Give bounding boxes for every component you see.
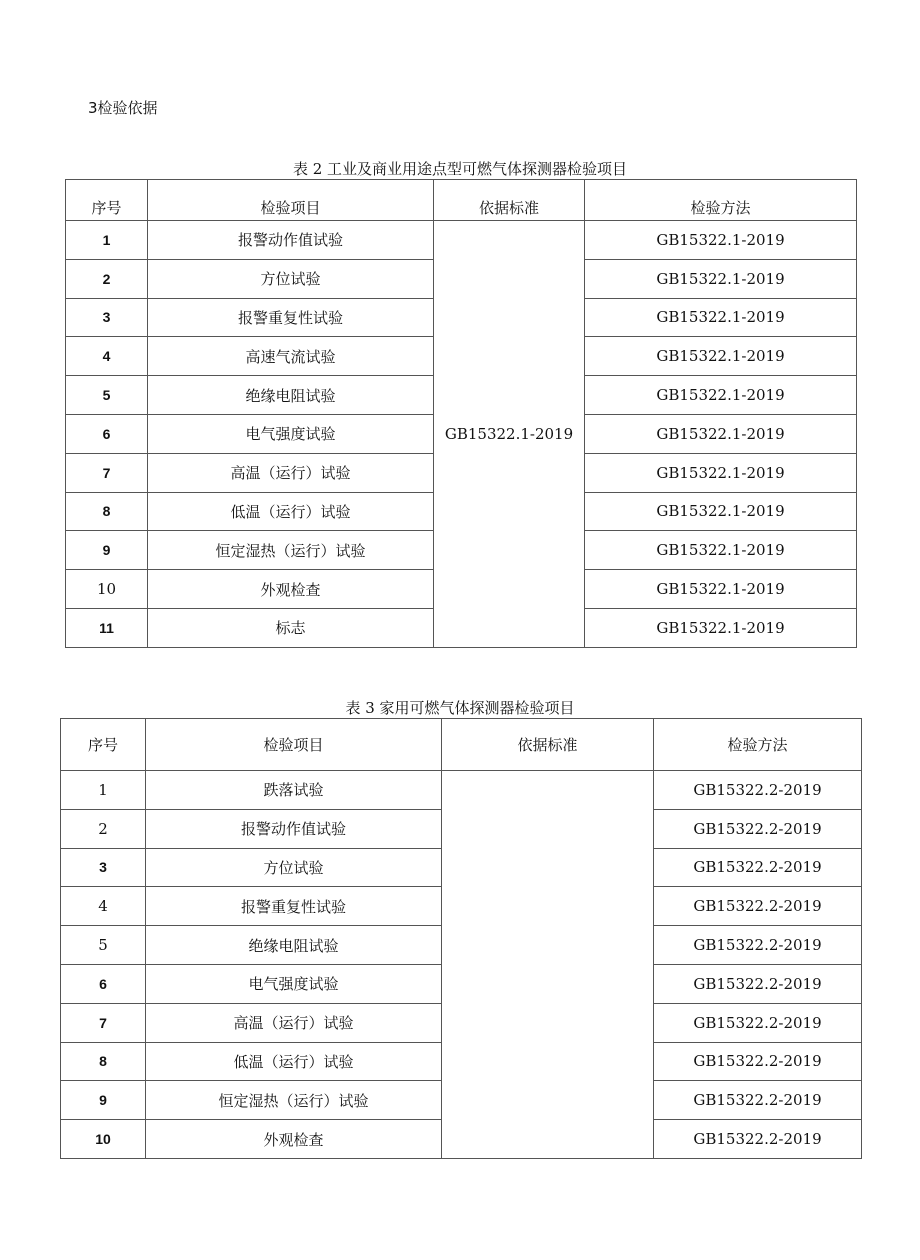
section-title: 3检验依据 [88, 99, 158, 117]
method-cell: GB15322.1-2019 [585, 608, 857, 647]
inspection-item: 绝缘电阻试验 [148, 376, 434, 415]
header-standard: 依据标准 [434, 180, 585, 221]
inspection-item: 高温（运行）试验 [148, 453, 434, 492]
method-cell: GB15322.2-2019 [654, 964, 862, 1003]
row-number: 6 [61, 964, 146, 1003]
row-number: 10 [66, 570, 148, 609]
table2-body [66, 221, 857, 648]
method-cell: GB15322.1-2019 [585, 298, 857, 337]
standard-cell: GB15322.1-2019 [434, 221, 585, 648]
header-no: 序号 [61, 719, 146, 771]
row-number: 11 [66, 608, 148, 647]
header-item: 检验项目 [146, 719, 442, 771]
inspection-item: 报警重复性试验 [148, 298, 434, 337]
method-cell: GB15322.1-2019 [585, 453, 857, 492]
method-cell: GB15322.1-2019 [585, 259, 857, 298]
header-method: 检验方法 [654, 719, 862, 771]
method-cell: GB15322.1-2019 [585, 221, 857, 260]
inspection-item: 电气强度试验 [148, 414, 434, 453]
method-cell: GB15322.2-2019 [654, 926, 862, 965]
row-number: 4 [61, 887, 146, 926]
inspection-item: 外观检查 [148, 570, 434, 609]
inspection-item: 高温（运行）试验 [146, 1003, 442, 1042]
header-standard: 依据标准 [442, 719, 654, 771]
row-number: 7 [61, 1003, 146, 1042]
table2-industrial-detector-items [65, 179, 857, 648]
row-number: 3 [61, 848, 146, 887]
method-cell: GB15322.2-2019 [654, 771, 862, 810]
table3-household-detector-items [60, 718, 862, 1159]
table-header-row [66, 180, 857, 221]
inspection-item: 标志 [148, 608, 434, 647]
method-cell: GB15322.2-2019 [654, 1081, 862, 1120]
inspection-item: 恒定湿热（运行）试验 [148, 531, 434, 570]
row-number: 10 [61, 1120, 146, 1159]
inspection-item: 跌落试验 [146, 771, 442, 810]
inspection-item: 恒定湿热（运行）试验 [146, 1081, 442, 1120]
row-number: 8 [61, 1042, 146, 1081]
standard-cell [442, 771, 654, 1159]
header-no: 序号 [66, 180, 148, 221]
inspection-item: 外观检查 [146, 1120, 442, 1159]
header-method: 检验方法 [585, 180, 857, 221]
row-number: 3 [66, 298, 148, 337]
row-number: 2 [66, 259, 148, 298]
table2-caption: 表 2 工业及商业用途点型可燃气体探测器检验项目 [292, 160, 628, 178]
method-cell: GB15322.2-2019 [654, 1042, 862, 1081]
method-cell: GB15322.1-2019 [585, 414, 857, 453]
row-number: 7 [66, 453, 148, 492]
row-number: 9 [61, 1081, 146, 1120]
row-number: 2 [61, 809, 146, 848]
table3-caption: 表 3 家用可燃气体探测器检验项目 [345, 699, 575, 717]
method-cell: GB15322.1-2019 [585, 337, 857, 376]
method-cell: GB15322.2-2019 [654, 1003, 862, 1042]
row-number: 1 [66, 221, 148, 260]
inspection-item: 报警动作值试验 [148, 221, 434, 260]
method-cell: GB15322.1-2019 [585, 531, 857, 570]
inspection-item: 报警动作值试验 [146, 809, 442, 848]
method-cell: GB15322.1-2019 [585, 376, 857, 415]
table-header-row [61, 719, 862, 771]
inspection-item: 报警重复性试验 [146, 887, 442, 926]
method-cell: GB15322.1-2019 [585, 570, 857, 609]
row-number: 8 [66, 492, 148, 531]
method-cell: GB15322.2-2019 [654, 848, 862, 887]
row-number: 4 [66, 337, 148, 376]
method-cell: GB15322.2-2019 [654, 1120, 862, 1159]
table-row [66, 221, 857, 260]
inspection-item: 绝缘电阻试验 [146, 926, 442, 965]
method-cell: GB15322.1-2019 [585, 492, 857, 531]
row-number: 5 [66, 376, 148, 415]
inspection-item: 高速气流试验 [148, 337, 434, 376]
inspection-item: 低温（运行）试验 [146, 1042, 442, 1081]
inspection-item: 方位试验 [148, 259, 434, 298]
row-number: 5 [61, 926, 146, 965]
row-number: 1 [61, 771, 146, 810]
row-number: 9 [66, 531, 148, 570]
method-cell: GB15322.2-2019 [654, 887, 862, 926]
inspection-item: 低温（运行）试验 [148, 492, 434, 531]
inspection-item: 电气强度试验 [146, 964, 442, 1003]
inspection-item: 方位试验 [146, 848, 442, 887]
method-cell: GB15322.2-2019 [654, 809, 862, 848]
table-row [61, 771, 862, 810]
table3-body [61, 771, 862, 1159]
row-number: 6 [66, 414, 148, 453]
header-item: 检验项目 [148, 180, 434, 221]
